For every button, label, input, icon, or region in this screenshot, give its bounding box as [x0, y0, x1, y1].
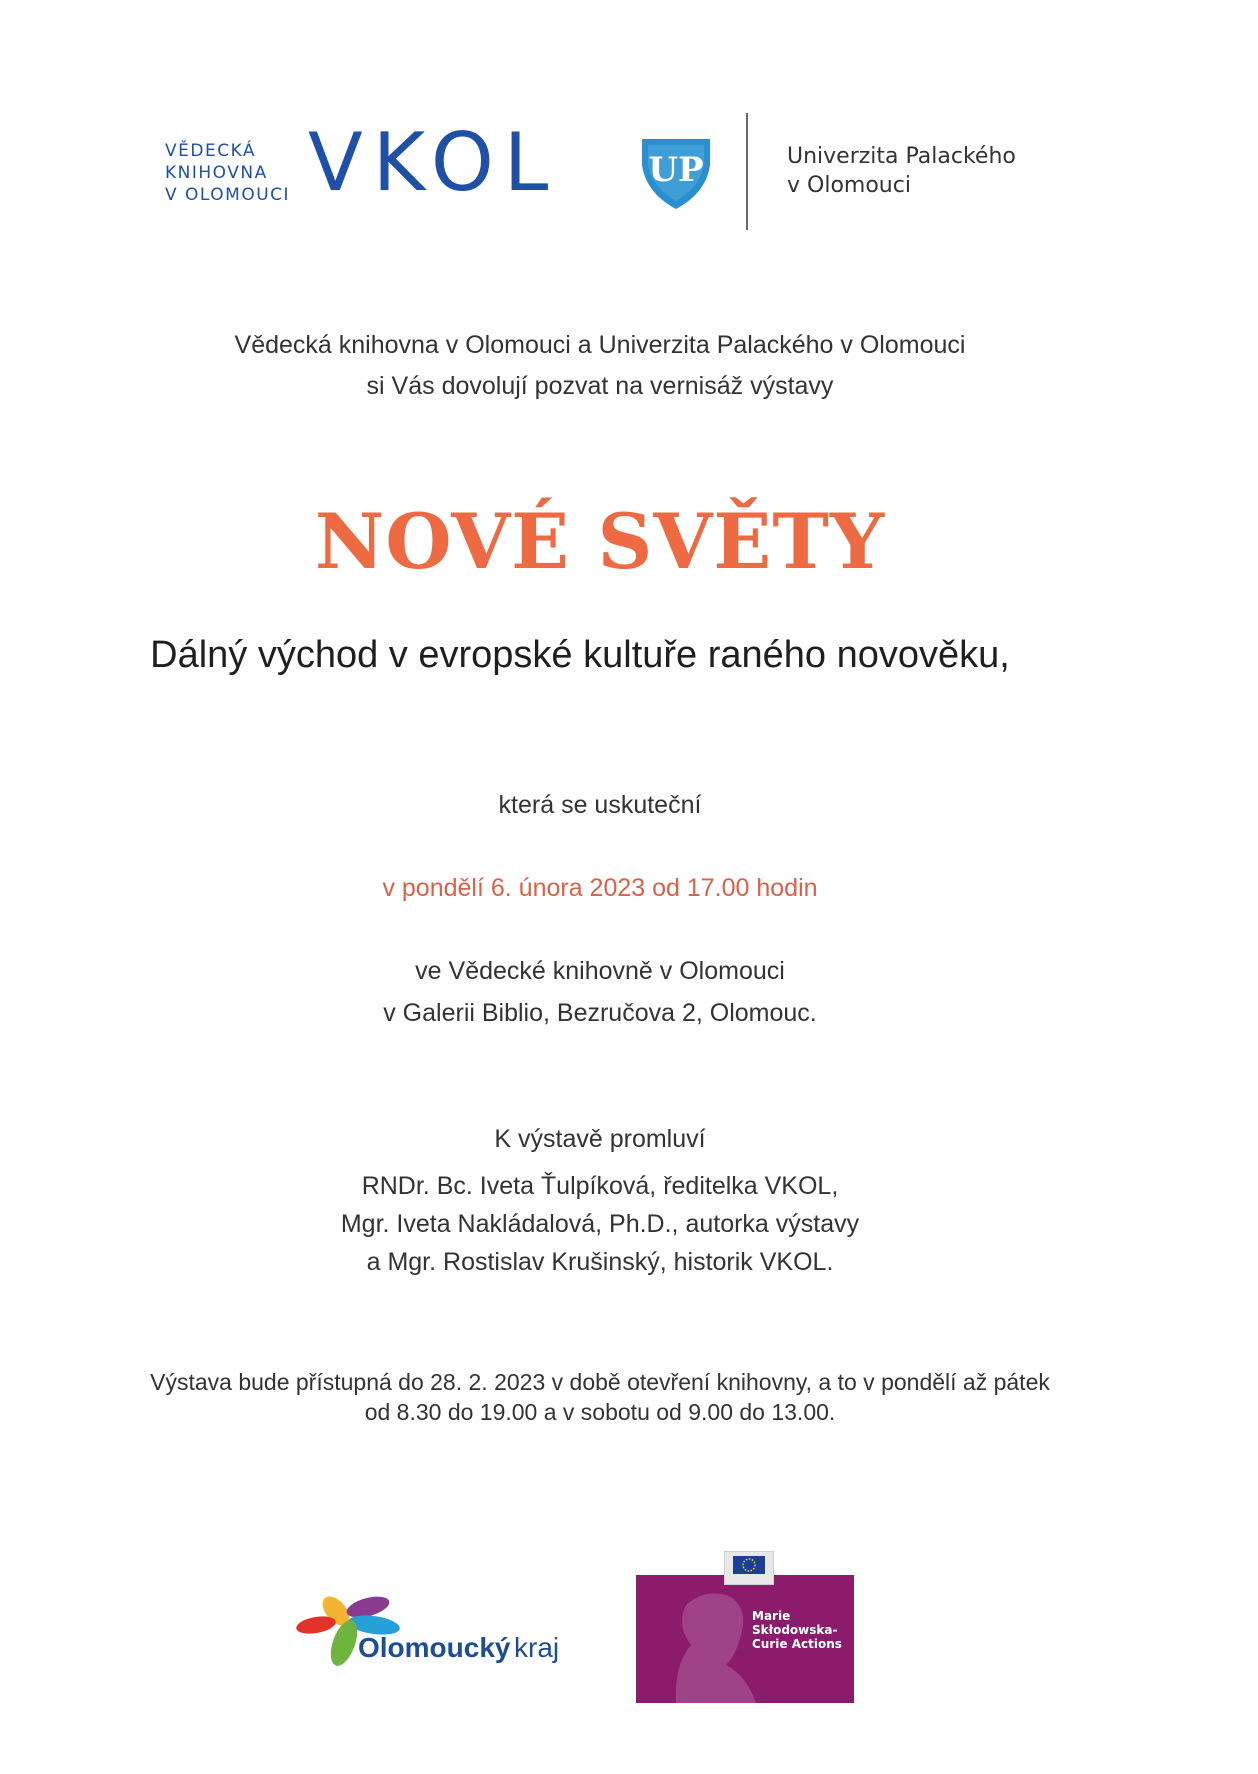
msca-line: Curie Actions	[752, 1637, 842, 1651]
vkol-logo: VKOL	[308, 116, 559, 209]
vkol-small-line: VĚDECKÁ	[165, 141, 257, 161]
msca-line: Skłodowska-	[752, 1623, 838, 1637]
olk-light: kraj	[514, 1632, 560, 1663]
which-line: která se uskuteční	[498, 791, 702, 819]
speakers-heading: K výstavě promluví	[494, 1125, 706, 1153]
vkol-logo-text	[165, 140, 290, 206]
msca-line: Marie	[752, 1609, 791, 1623]
venue-line-2: v Galerii Biblio, Bezručova 2, Olomouc.	[383, 999, 817, 1027]
upol-monogram: UP	[648, 150, 704, 190]
speaker-line: RNDr. Bc. Iveta Ťulpíková, ředitelka VKOL,	[361, 1172, 839, 1200]
intro-line-2: si Vás dovolují pozvat na vernisáž výstavy	[366, 372, 834, 400]
event-date: v pondělí 6. února 2023 od 17.00 hodin	[382, 874, 818, 902]
speaker-line: a Mgr. Rostislav Krušinský, historik VKOL.	[366, 1248, 834, 1276]
upol-shield-icon	[640, 135, 712, 211]
venue-line-1: ve Vědecké knihovně v Olomouci	[415, 957, 785, 985]
vkol-small-line: V OLOMOUCI	[165, 185, 291, 205]
speaker-line: Mgr. Iveta Nakládalová, Ph.D., autorka výstavy	[340, 1210, 860, 1238]
logo-divider	[746, 113, 748, 230]
opening-hours-line-1: Výstava bude přístupná do 28. 2. 2023 v době otevření knihovny, a to v pondělí až pátek	[150, 1369, 1050, 1395]
upol-line: Univerzita Palackého	[787, 144, 1016, 169]
msca-text	[752, 1609, 842, 1651]
exhibition-title: NOVÉ SVĚTY	[314, 497, 886, 586]
exhibition-subtitle: Dálný východ v evropské kultuře raného novověku,	[150, 634, 1010, 676]
olk-bold: Olomoucký	[358, 1632, 511, 1663]
intro-line-1: Vědecká knihovna v Olomouci a Univerzita Palackého v Olomouci	[234, 331, 966, 359]
upol-line: v Olomouci	[787, 173, 911, 198]
olomoucky-kraj-logo	[296, 1585, 566, 1685]
upol-logo-text	[787, 142, 1016, 200]
vkol-small-line: KNIHOVNA	[165, 163, 268, 183]
eu-flag-icon	[724, 1551, 774, 1585]
opening-hours-line-2: od 8.30 do 19.00 a v sobotu od 9.00 do 13.00.	[364, 1399, 836, 1425]
